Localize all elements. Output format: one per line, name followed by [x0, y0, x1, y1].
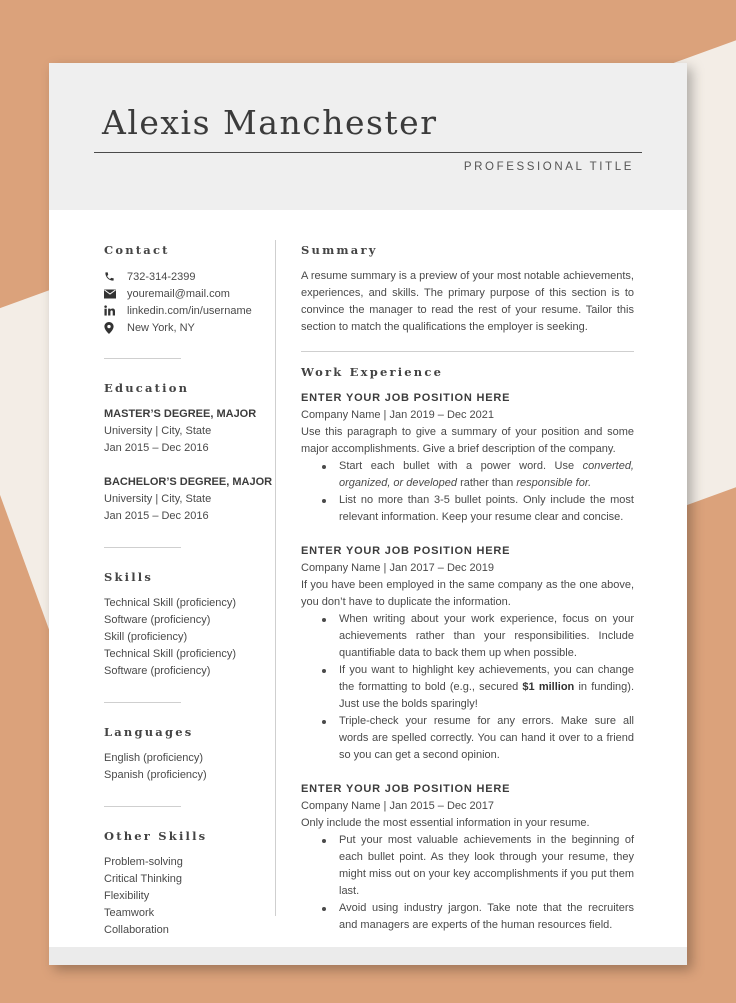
- bullet-item: Triple-check your resume for any errors. Make sure all words are spelled correctly. You can hand it over to a friend so you can get a second opinion.: [339, 713, 634, 764]
- skills-section: [104, 570, 274, 680]
- job-bullets: [301, 611, 634, 764]
- other-skill-item: Flexibility: [104, 890, 150, 902]
- contact-linkedin-text: linkedin.com/in/username: [127, 304, 252, 317]
- contact-phone-text: 732-314-2399: [127, 270, 196, 283]
- school-name: University | City, State: [104, 425, 212, 437]
- right-column: [301, 243, 634, 934]
- other-skill-item: Critical Thinking: [104, 873, 183, 885]
- language-item: Spanish (proficiency): [104, 769, 207, 781]
- job-entry: [301, 543, 634, 764]
- contact-heading: Contact: [104, 243, 170, 257]
- job-company-dates: Company Name | Jan 2019 – Dec 2021: [301, 409, 495, 421]
- job-title: ENTER YOUR JOB POSITION HERE: [301, 545, 511, 557]
- job-description: If you have been employed in the same company as the one above, you don’t have to duplicate the information.: [301, 579, 634, 608]
- job-company-dates: Company Name | Jan 2017 – Dec 2019: [301, 562, 495, 574]
- job-entry: [301, 390, 634, 526]
- summary-heading: Summary: [301, 243, 378, 257]
- contact-location-text: New York, NY: [127, 321, 195, 334]
- education-entry: [104, 406, 274, 457]
- footer-band: [49, 947, 687, 965]
- divider: [104, 702, 181, 703]
- candidate-name: Alexis Manchester: [102, 103, 438, 142]
- contact-phone: [104, 268, 274, 285]
- bullet-item: Start each bullet with a power word. Use converted, organized, or developed rather than responsible for.: [339, 458, 634, 492]
- bullet-item: When writing about your work experience, focus on your achievements rather than your responsibilities. Include quantifiable data to back them up when possible.: [339, 611, 634, 662]
- resume-page: [49, 63, 687, 965]
- skill-item: Technical Skill (proficiency): [104, 597, 237, 609]
- job-bullets: [301, 832, 634, 934]
- degree-title: MASTER’S DEGREE, MAJOR: [104, 408, 257, 420]
- languages-section: [104, 725, 274, 784]
- location-pin-icon: [104, 322, 127, 334]
- summary-section: [301, 243, 634, 336]
- other-skills-section: [104, 829, 274, 939]
- contact-linkedin: [104, 302, 274, 319]
- professional-title: PROFESSIONAL TITLE: [463, 161, 634, 173]
- other-skill-item: Collaboration: [104, 924, 169, 936]
- contact-location: [104, 319, 274, 336]
- education-entry: [104, 474, 274, 525]
- divider: [104, 806, 181, 807]
- job-company-dates: Company Name | Jan 2015 – Dec 2017: [301, 800, 495, 812]
- envelope-icon: [104, 289, 127, 299]
- name-underline: [94, 152, 642, 153]
- skills-heading: Skills: [104, 570, 154, 584]
- school-name: University | City, State: [104, 493, 212, 505]
- bullet-item: Avoid using industry jargon. Take note that the recruiters and managers are experts of the human resources field.: [339, 900, 634, 934]
- job-bullets: [301, 458, 634, 526]
- linkedin-icon: [104, 305, 127, 316]
- languages-heading: Languages: [104, 725, 194, 739]
- divider: [301, 351, 634, 352]
- contact-email-text: youremail@mail.com: [127, 287, 230, 300]
- experience-heading: Work Experience: [301, 365, 444, 379]
- language-item: English (proficiency): [104, 752, 204, 764]
- education-dates: Jan 2015 – Dec 2016: [104, 510, 209, 522]
- bullet-item: If you want to highlight key achievements, you can change the formatting to bold (e.g., secured $1 million in funding). Just use the bolds sparingly!: [339, 662, 634, 713]
- skill-item: Skill (proficiency): [104, 631, 188, 643]
- job-title: ENTER YOUR JOB POSITION HERE: [301, 783, 511, 795]
- contact-email: [104, 285, 274, 302]
- other-skills-heading: Other Skills: [104, 829, 208, 843]
- education-heading: Education: [104, 381, 190, 395]
- other-skill-item: Teamwork: [104, 907, 155, 919]
- divider: [104, 358, 181, 359]
- skill-item: Software (proficiency): [104, 665, 211, 677]
- divider: [104, 547, 181, 548]
- bullet-item: Put your most valuable achievements in the beginning of each bullet point. As they look through your resume, they might miss out on your key accomplishments if you put them last.: [339, 832, 634, 900]
- summary-text: A resume summary is a preview of your most notable achievements, experiences, and skills. The primary purpose of this section is to convince the manager to read the rest of your resume. Tailor this section to match the qualifications the employer is seeking.: [301, 270, 634, 333]
- degree-title: BACHELOR’S DEGREE, MAJOR: [104, 476, 273, 488]
- job-description: Use this paragraph to give a summary of your position and some major accomplishments. Give a brief description of the company.: [301, 426, 634, 455]
- skill-item: Technical Skill (proficiency): [104, 648, 237, 660]
- education-dates: Jan 2015 – Dec 2016: [104, 442, 209, 454]
- job-description: Only include the most essential information in your resume.: [301, 817, 590, 829]
- education-section: [104, 381, 274, 525]
- bullet-item: List no more than 3-5 bullet points. Only include the most relevant information. Keep your resume clear and concise.: [339, 492, 634, 526]
- job-title: ENTER YOUR JOB POSITION HERE: [301, 392, 511, 404]
- other-skill-item: Problem-solving: [104, 856, 183, 868]
- phone-icon: [104, 271, 127, 282]
- experience-section: [301, 365, 634, 934]
- contact-section: [104, 243, 274, 336]
- skill-item: Software (proficiency): [104, 614, 211, 626]
- left-column: [104, 243, 274, 939]
- column-divider: [275, 240, 276, 916]
- job-entry: [301, 781, 634, 934]
